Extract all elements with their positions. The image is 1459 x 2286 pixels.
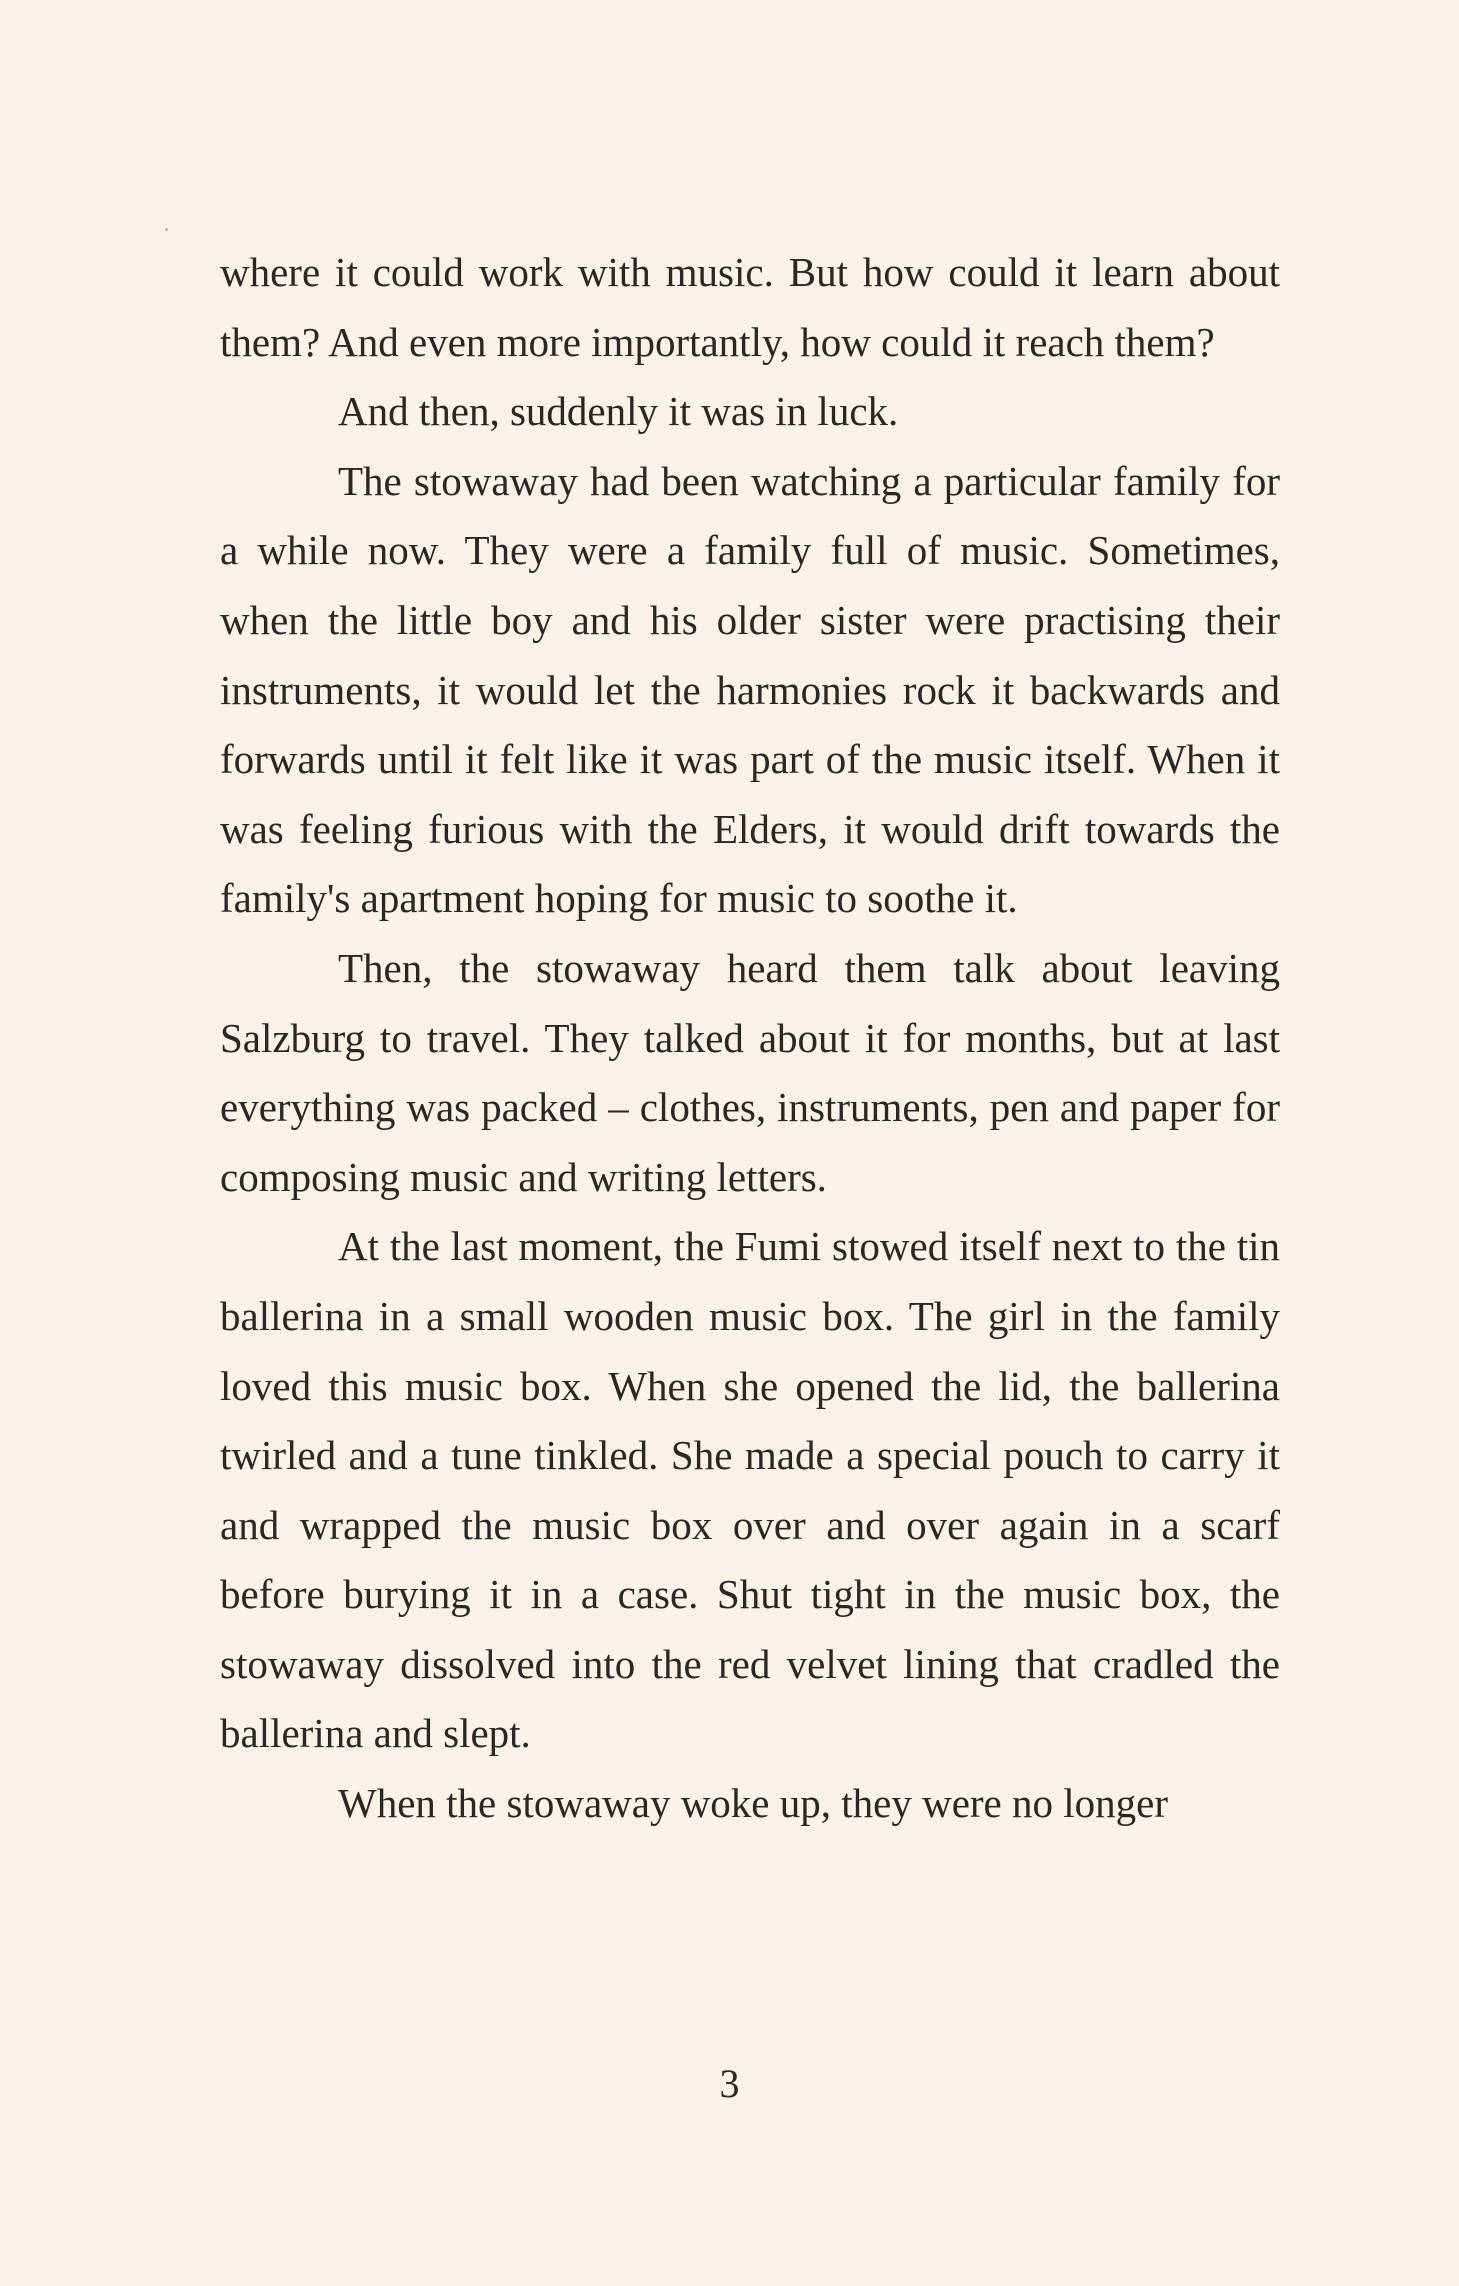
- paragraph-6: When the stowaway woke up, they were no longer: [338, 1780, 1168, 1827]
- paragraph-3: The stowaway had been watching a particular family for a while now. They were a family full of music. Sometimes, when the little boy and his older sister were practising their instruments, it would let the harmonies rock it backwards and forwards until it felt like it was part of the music itself. When it was feeling furious with the Elders, it would drift towards the family's apartment hoping for music to soothe it.: [220, 457, 1280, 922]
- paragraph-2: And then, suddenly it was in luck.: [338, 388, 899, 435]
- body-text: [220, 238, 1280, 1839]
- paper-speck: [165, 228, 168, 231]
- paragraph-4: Then, the stowaway heard them talk about leaving Salzburg to travel. They talked about it for months, but at last everything was packed – clothes, instruments, pen and paper for composing music and writing letters.: [220, 944, 1280, 1200]
- page-number: 3: [719, 2061, 740, 2106]
- paragraph-5: At the last moment, the Fumi stowed itself next to the tin ballerina in a small wooden music box. The girl in the family loved this music box. When she opened the lid, the ballerina twirled and a tune tinkled. She made a special pouch to carry it and wrapped the music box over and over again in a scarf before burying it in a case. Shut tight in the music box, the stowaway dissolved into the red velvet lining that cradled the ballerina and slept.: [220, 1223, 1280, 1757]
- paragraph-1: where it could work with music. But how could it learn about them? And even more importantly, how could it reach them?: [220, 249, 1280, 365]
